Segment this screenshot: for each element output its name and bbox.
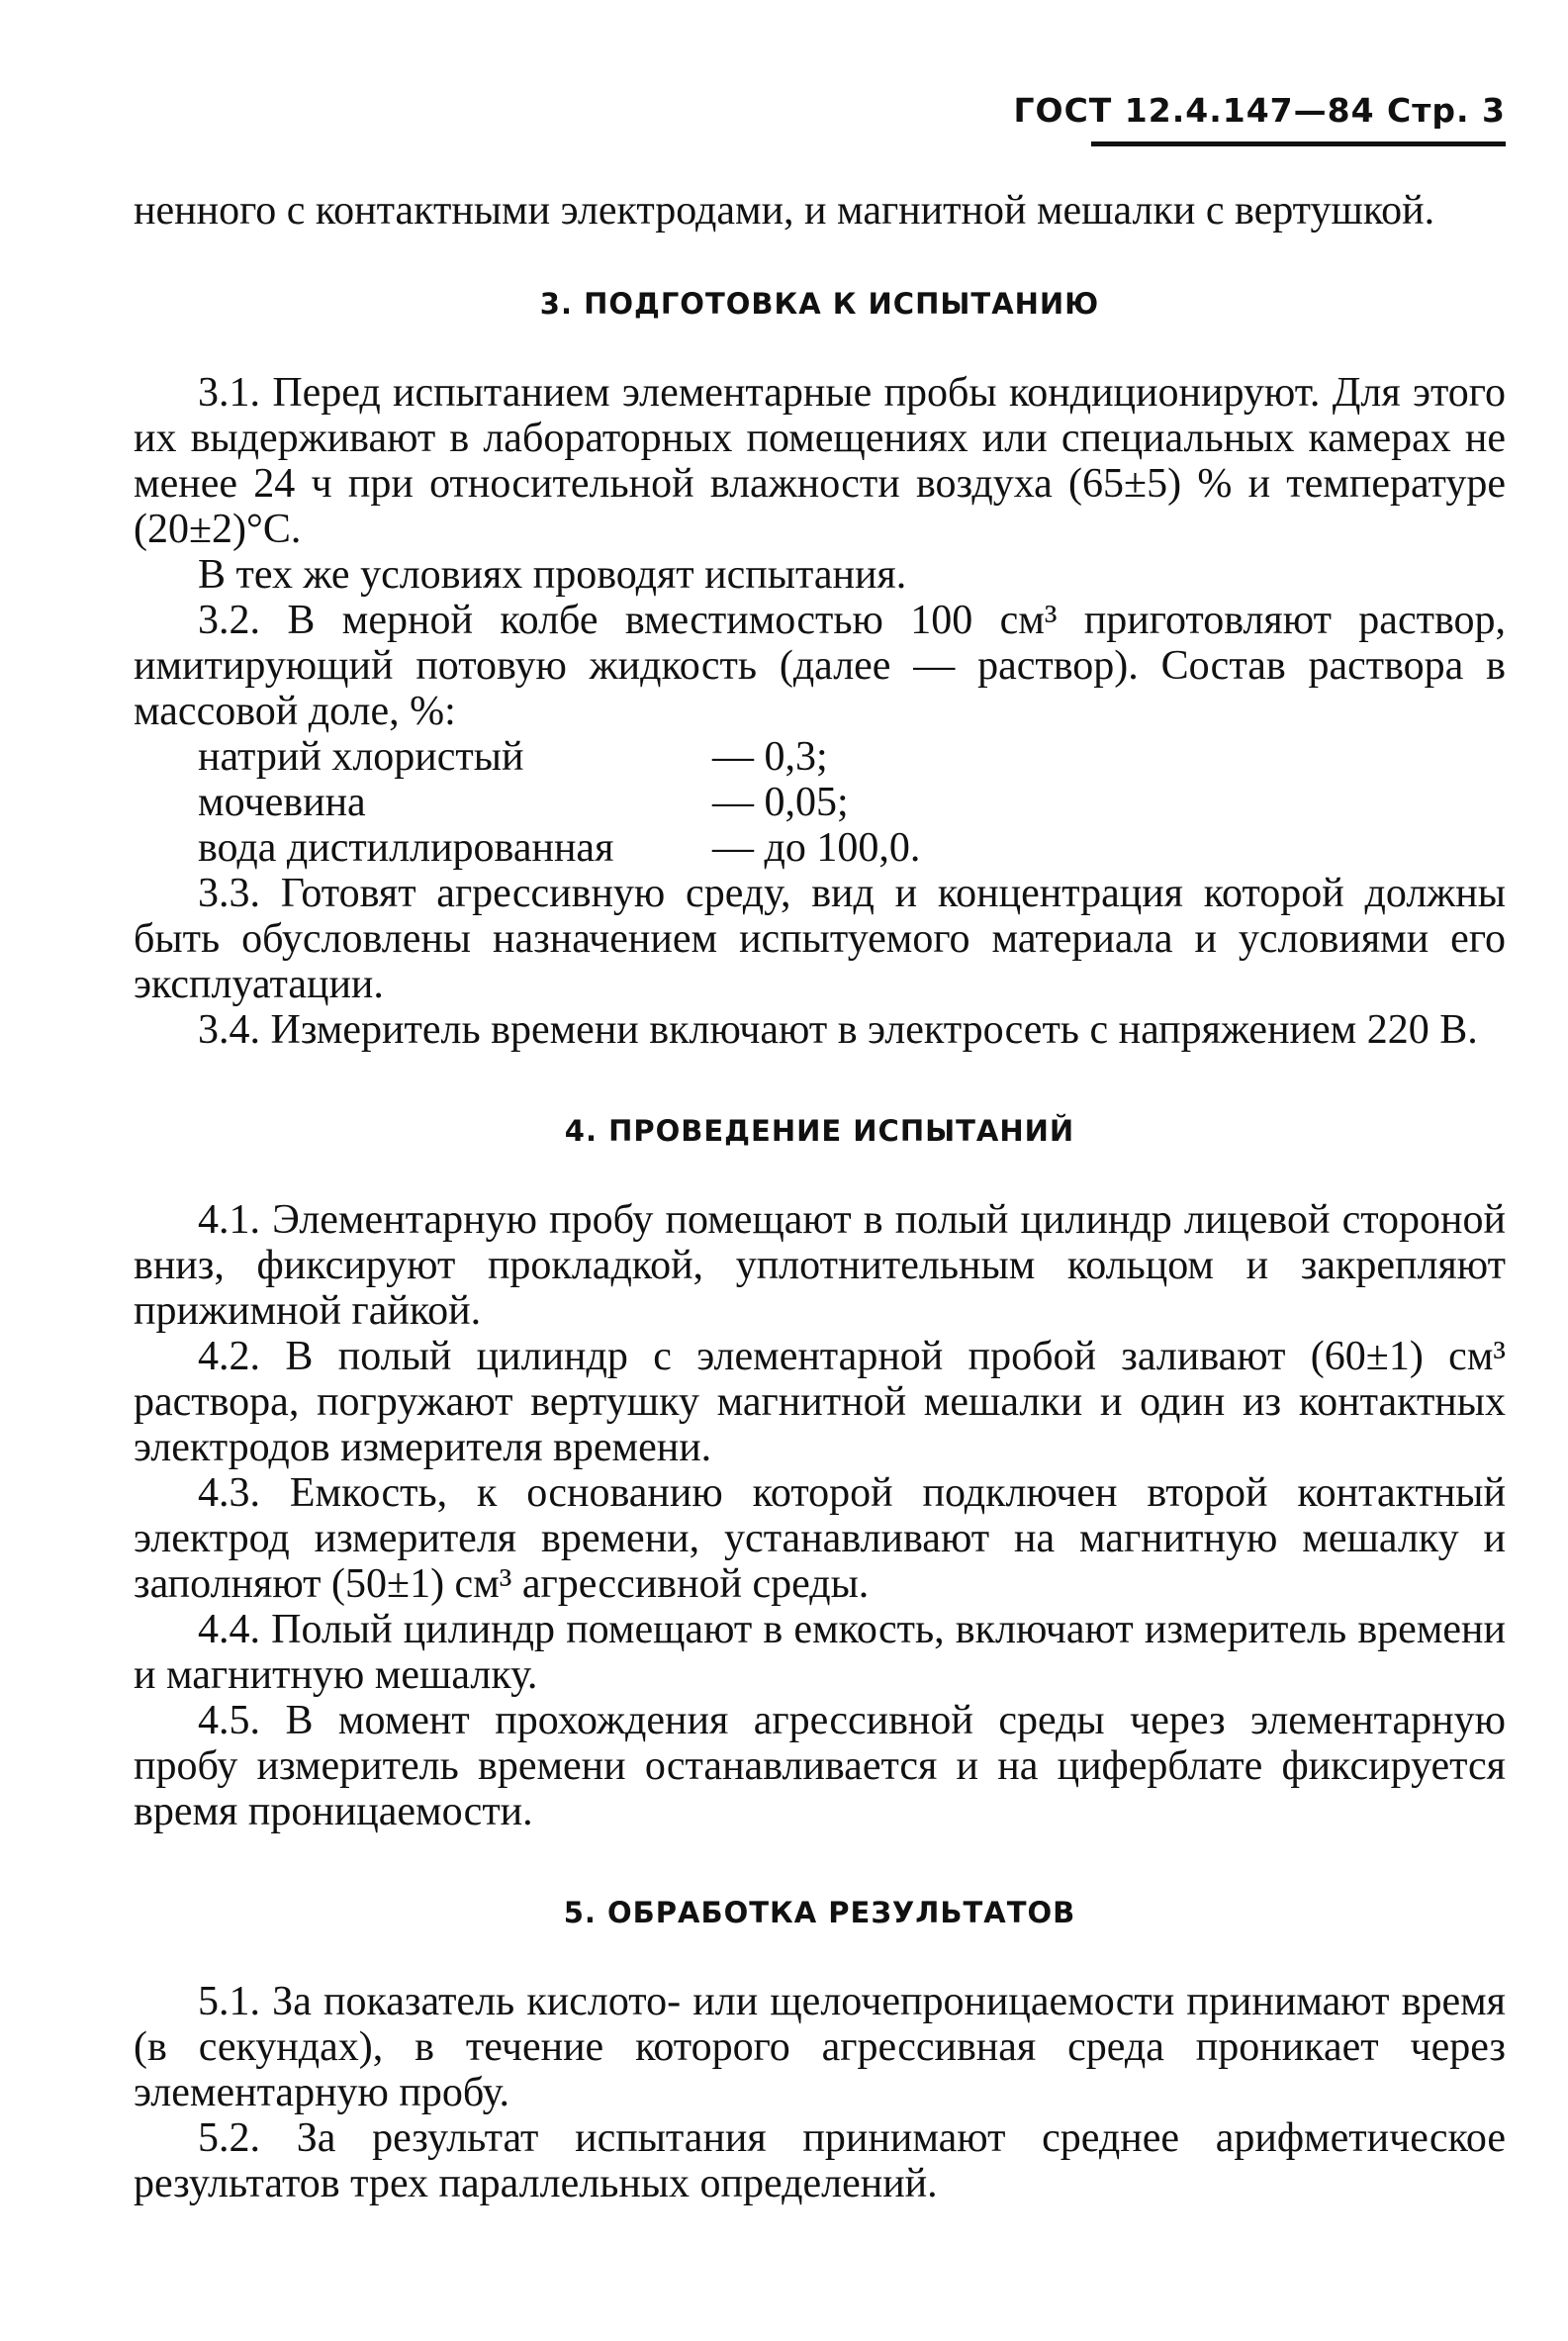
paragraph-4-5: 4.5. В момент прохождения агрессивной среды через элементарную пробу измеритель времени останавливается и на циферблате фиксируется время проницаемости. [134,1698,1506,1834]
paragraph-3-1: 3.1. Перед испытанием элементарные пробы кондиционируют. Для этого их выдерживают в лабораторных помещениях или специальных камерах не менее 24 ч при относительной влажности воздуха (65±5) % и температуре (20±2)°С. [134,370,1506,552]
composition-name: мочевина [198,780,366,825]
section-5-heading: 5. ОБРАБОТКА РЕЗУЛЬТАТОВ [563,1896,1076,1929]
composition-value: — 0,05; [712,780,849,825]
paragraph-3-3: 3.3. Готовят агрессивную среду, вид и концентрация которой должны быть обусловлены назначением испытуемого материала и условиями его эксплуатации. [134,871,1506,1007]
paragraph-3-2: 3.2. В мерной колбе вместимостью 100 см³ приготовляют раствор, имитирующий потовую жидкость (далее — раствор). Состав раствора в массовой доле, %: [134,598,1506,734]
section-4-heading: 4. ПРОВЕДЕНИЕ ИСПЫТАНИЙ [564,1114,1075,1148]
composition-value: — 0,3; [712,734,828,780]
document-body [134,188,1506,2206]
header-rule [1091,141,1506,146]
composition-row [198,825,1506,871]
composition-name: вода дистиллированная [198,825,614,871]
paragraph-5-2: 5.2. За результат испытания принимают среднее арифметическое результатов трех параллельных определений. [134,2115,1506,2206]
paragraph-4-1: 4.1. Элементарную пробу помещают в полый цилиндр лицевой стороной вниз, фиксируют прокладкой, уплотнительным кольцом и закрепляют прижимной гайкой. [134,1197,1506,1334]
page-header: ГОСТ 12.4.147—84 Стр. 3 [1013,91,1506,130]
composition-value: — до 100,0. [712,825,921,871]
composition-row [198,780,1506,825]
composition-name: натрий хлористый [198,734,524,780]
composition-row [198,734,1506,780]
paragraph-3-4: 3.4. Измеритель времени включают в электросеть с напряжением 220 В. [198,1007,1478,1053]
paragraph-5-1: 5.1. За показатель кислото- или щелочепроницаемости принимают время (в секундах), в течение которого агрессивная среда проникает через элементарную пробу. [134,1979,1506,2115]
section-3-heading: 3. ПОДГОТОВКА К ИСПЫТАНИЮ [539,287,1100,321]
paragraph-4-4: 4.4. Полый цилиндр помещают в емкость, включают измеритель времени и магнитную мешалку. [134,1607,1506,1698]
composition-list [134,734,1506,871]
intro-paragraph: ненного с контактными электродами, и магнитной мешалки с вертушкой. [134,188,1435,234]
paragraph-4-2: 4.2. В полый цилиндр с элементарной пробой заливают (60±1) см³ раствора, погружают вертушку магнитной мешалки и один из контактных электродов измерителя времени. [134,1334,1506,1470]
paragraph-3-1b: В тех же условиях проводят испытания. [198,552,907,598]
paragraph-4-3: 4.3. Емкость, к основанию которой подключен второй контактный электрод измерителя времени, устанавливают на магнитную мешалку и заполняют (50±1) см³ агрессивной среды. [134,1470,1506,1607]
